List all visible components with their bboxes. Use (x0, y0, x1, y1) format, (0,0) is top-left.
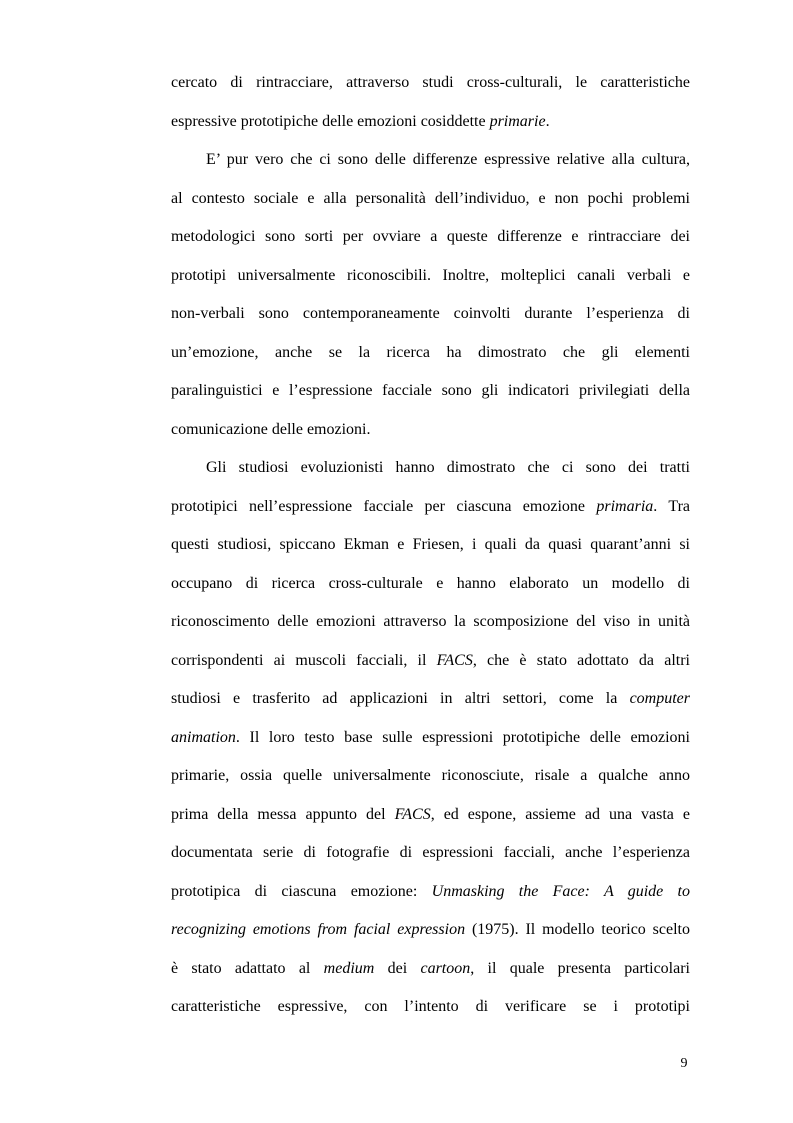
text-line (171, 723, 690, 753)
text-line (171, 607, 690, 637)
text-line (171, 222, 690, 252)
italic-text: Unmasking the Face: A guide to (431, 882, 691, 900)
text-segment: primarie, ossia quelle universalmente riconosciute, risale a qualche anno (171, 767, 690, 784)
text-segment: al contesto sociale e alla personalità dell’individuo, e non pochi problemi (171, 189, 690, 207)
text-line (171, 646, 690, 676)
text-line (171, 684, 690, 714)
text-segment: , il quale presenta particolari (470, 959, 690, 977)
text-line (171, 761, 690, 791)
text-line (171, 530, 690, 560)
text-segment: espressive prototipiche delle emozioni cosiddette (171, 112, 490, 130)
text-segment: (1975). Il modello teorico scelto (465, 921, 690, 938)
text-line (171, 492, 690, 522)
text-segment: questi studiosi, spiccano Ekman e Friesen, i quali da quasi quarant’anni si (171, 536, 690, 553)
italic-text: FACS (436, 651, 473, 669)
text-line (171, 569, 690, 599)
text-segment: . Il loro testo base sulle espressioni prototipiche delle emozioni (235, 728, 690, 746)
text-segment: paralinguistici e l’espressione facciale sono gli indicatori privilegiati della (171, 382, 690, 399)
text-segment: prototipica di ciascuna emozione: (171, 882, 432, 900)
text-segment: dei (374, 959, 421, 977)
text-segment: non-verbali sono contemporaneamente coinvolti durante l’esperienza di (171, 305, 690, 322)
text-line (206, 453, 690, 483)
text-segment: studiosi e trasferito ad applicazioni in altri settori, come la (171, 690, 630, 707)
text-segment: . Tra (653, 497, 690, 515)
text-segment: prima della messa appunto del (171, 805, 395, 823)
text-segment: , ed espone, assieme ad una vasta e (430, 805, 691, 823)
italic-text: animation (171, 728, 236, 746)
text-line (171, 338, 690, 368)
text-segment: prototipici nell’espressione facciale per ciascuna emozione (171, 497, 597, 515)
text-line (171, 800, 690, 830)
text-line (171, 261, 690, 291)
text-segment: occupano di ricerca cross-culturale e hanno elaborato un modello di (171, 574, 690, 592)
text-segment: metodologici sono sorti per ovviare a queste differenze e rintracciare dei (171, 228, 690, 245)
text-line (171, 107, 690, 137)
text-line (171, 415, 690, 445)
italic-text: primaria (596, 497, 654, 515)
text-segment: documentata serie di fotografie di espressioni facciali, anche l’esperienza (171, 844, 690, 861)
italic-text: primarie (489, 112, 546, 130)
text-segment: comunicazione delle emozioni. (171, 420, 371, 438)
text-line (171, 184, 690, 214)
text-segment: cercato di rintracciare, attraverso studi cross-culturali, le caratteristiche (171, 74, 690, 91)
italic-text: recognizing emotions from facial expression (171, 921, 466, 938)
text-segment: è stato adattato al (171, 959, 324, 977)
text-segment: , che è stato adottato da altri (472, 651, 691, 669)
text-segment: corrispondenti ai muscoli facciali, il (171, 651, 437, 669)
text-segment: . (545, 112, 550, 130)
text-line (206, 145, 690, 175)
text-segment: E’ pur vero che ci sono delle differenze espressive relative alla cultura, (206, 151, 690, 168)
italic-text: medium (323, 959, 375, 977)
text-line (171, 299, 690, 329)
text-line (171, 838, 690, 868)
italic-text: cartoon (420, 959, 471, 977)
italic-text: computer (629, 690, 690, 707)
text-line (171, 68, 690, 98)
italic-text: FACS (394, 805, 431, 823)
text-line (171, 376, 690, 406)
text-segment: riconoscimento delle emozioni attraverso la scomposizione del viso in unità (171, 613, 690, 630)
text-line (171, 992, 690, 1022)
text-segment: un’emozione, anche se la ricerca ha dimostrato che gli elementi (171, 343, 690, 361)
text-line (171, 877, 690, 907)
text-segment: caratteristiche espressive, con l’intento di verificare se i prototipi (171, 998, 690, 1015)
page-number: 9 (680, 1056, 688, 1071)
text-segment: Gli studiosi evoluzionisti hanno dimostrato che ci sono dei tratti (206, 459, 690, 476)
text-segment: prototipi universalmente riconoscibili. Inoltre, molteplici canali verbali e (171, 266, 690, 284)
text-line (171, 915, 690, 945)
text-line (171, 954, 690, 984)
